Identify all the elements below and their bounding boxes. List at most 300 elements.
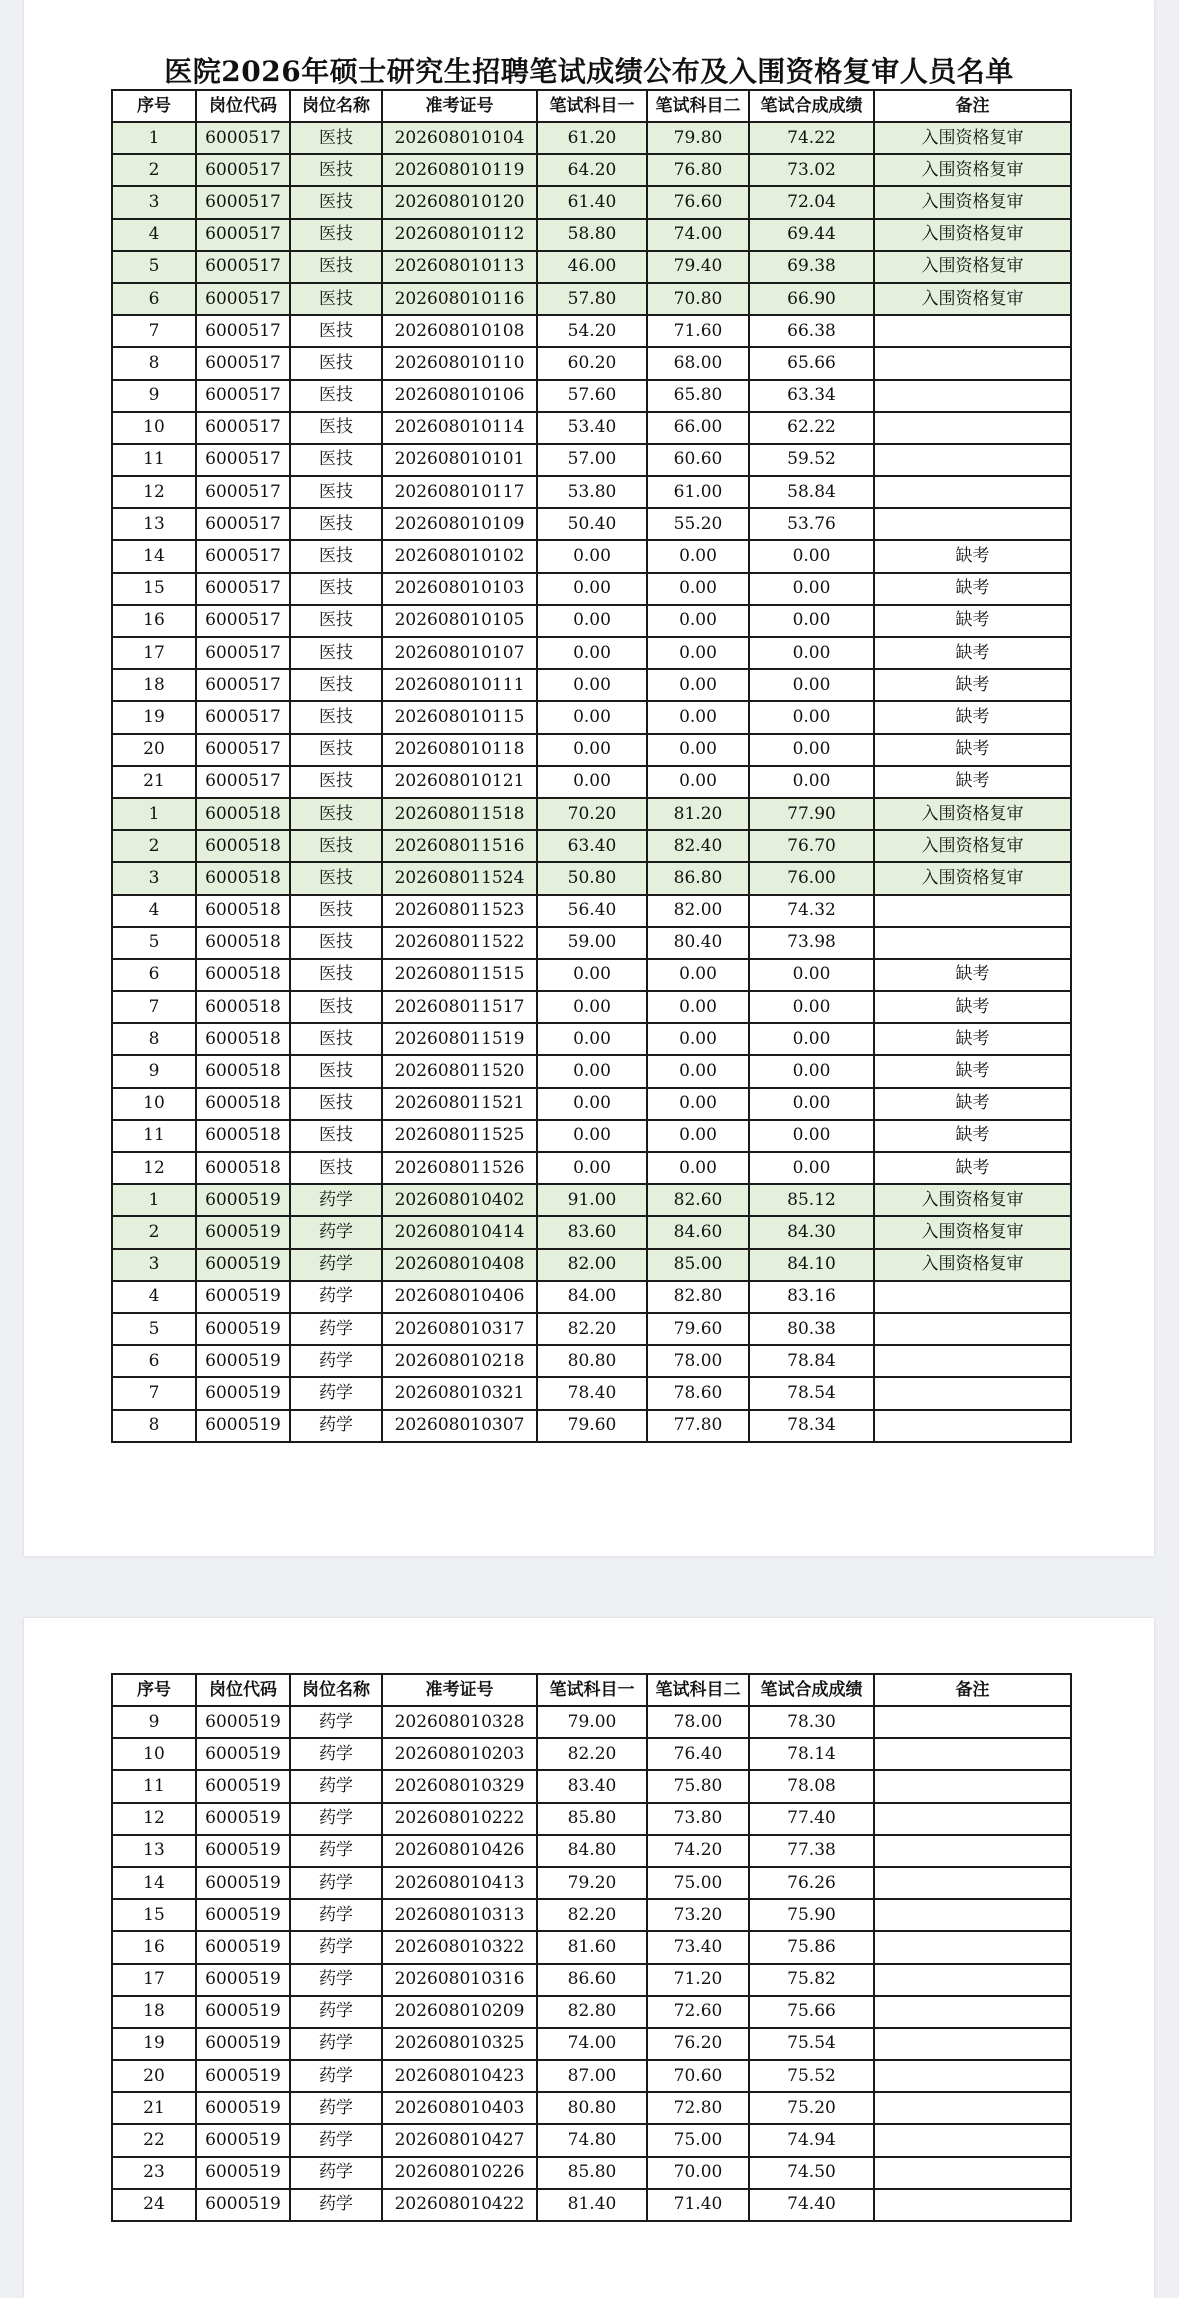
page-title: 医院2026年硕士研究生招聘笔试成绩公布及入围资格复审人员名单: [164, 55, 1014, 88]
subject-two-score-cell: 78.00: [647, 1706, 749, 1738]
subject-two-score-cell: 75.00: [647, 1867, 749, 1899]
row-index-cell: 2: [112, 830, 196, 862]
position-name-cell: 医技: [290, 701, 382, 733]
remarks-cell: [874, 508, 1071, 540]
exam-number-cell: 202608010107: [382, 637, 537, 669]
composite-score-cell: 74.22: [749, 122, 874, 154]
remarks-cell: 缺考: [874, 701, 1071, 733]
table-row: [112, 895, 1071, 927]
position-name-cell: 医技: [290, 122, 382, 154]
composite-score-cell: 74.50: [749, 2157, 874, 2189]
table-row: [112, 1899, 1071, 1931]
row-index-cell: 9: [112, 1706, 196, 1738]
subject-two-score-cell: 60.60: [647, 444, 749, 476]
position-code-cell: 6000517: [196, 701, 290, 733]
position-code-cell: 6000519: [196, 1281, 290, 1313]
remarks-cell: [874, 1706, 1071, 1738]
row-index-cell: 15: [112, 573, 196, 605]
column-header-index: 序号: [112, 90, 196, 122]
remarks-cell: 入围资格复审: [874, 283, 1071, 315]
table-row: [112, 1996, 1071, 2028]
table-row: [112, 991, 1071, 1023]
column-header-subject-two: 笔试科目二: [647, 90, 749, 122]
position-name-cell: 药学: [290, 2028, 382, 2060]
position-code-cell: 6000519: [196, 1410, 290, 1442]
composite-score-cell: 78.08: [749, 1770, 874, 1802]
remarks-cell: [874, 895, 1071, 927]
exam-number-cell: 202608011522: [382, 927, 537, 959]
table-row: [112, 251, 1071, 283]
table-row: [112, 2157, 1071, 2189]
subject-one-score-cell: 0.00: [537, 766, 647, 798]
position-name-cell: 药学: [290, 1803, 382, 1835]
remarks-cell: [874, 1996, 1071, 2028]
remarks-cell: [874, 1803, 1071, 1835]
subject-one-score-cell: 82.20: [537, 1313, 647, 1345]
position-code-cell: 6000517: [196, 573, 290, 605]
remarks-cell: [874, 1738, 1071, 1770]
remarks-cell: 缺考: [874, 766, 1071, 798]
position-name-cell: 药学: [290, 2124, 382, 2156]
position-code-cell: 6000517: [196, 734, 290, 766]
composite-score-cell: 0.00: [749, 540, 874, 572]
position-code-cell: 6000519: [196, 1931, 290, 1963]
composite-score-cell: 84.30: [749, 1216, 874, 1248]
remarks-cell: 缺考: [874, 1088, 1071, 1120]
row-index-cell: 6: [112, 283, 196, 315]
composite-score-cell: 0.00: [749, 734, 874, 766]
row-index-cell: 17: [112, 637, 196, 669]
composite-score-cell: 73.02: [749, 154, 874, 186]
composite-score-cell: 75.54: [749, 2028, 874, 2060]
table-row: [112, 798, 1071, 830]
position-name-cell: 医技: [290, 766, 382, 798]
position-name-cell: 药学: [290, 1899, 382, 1931]
table-row: [112, 283, 1071, 315]
row-index-cell: 14: [112, 1867, 196, 1899]
subject-two-score-cell: 72.80: [647, 2092, 749, 2124]
composite-score-cell: 0.00: [749, 766, 874, 798]
table-row: [112, 1184, 1071, 1216]
position-code-cell: 6000518: [196, 991, 290, 1023]
row-index-cell: 10: [112, 1738, 196, 1770]
subject-two-score-cell: 0.00: [647, 573, 749, 605]
remarks-cell: [874, 444, 1071, 476]
position-code-cell: 6000517: [196, 154, 290, 186]
composite-score-cell: 75.20: [749, 2092, 874, 2124]
subject-two-score-cell: 84.60: [647, 1216, 749, 1248]
exam-number-cell: 202608010120: [382, 186, 537, 218]
subject-two-score-cell: 70.00: [647, 2157, 749, 2189]
subject-two-score-cell: 70.60: [647, 2060, 749, 2092]
composite-score-cell: 0.00: [749, 669, 874, 701]
composite-score-cell: 75.90: [749, 1899, 874, 1931]
position-name-cell: 医技: [290, 927, 382, 959]
position-name-cell: 医技: [290, 444, 382, 476]
composite-score-cell: 66.38: [749, 315, 874, 347]
subject-two-score-cell: 85.00: [647, 1249, 749, 1281]
position-code-cell: 6000518: [196, 1023, 290, 1055]
subject-two-score-cell: 82.60: [647, 1184, 749, 1216]
position-code-cell: 6000517: [196, 315, 290, 347]
subject-two-score-cell: 71.60: [647, 315, 749, 347]
remarks-cell: [874, 380, 1071, 412]
remarks-cell: 入围资格复审: [874, 1216, 1071, 1248]
position-name-cell: 医技: [290, 251, 382, 283]
table-row: [112, 1770, 1071, 1802]
subject-two-score-cell: 75.00: [647, 2124, 749, 2156]
row-index-cell: 9: [112, 1055, 196, 1087]
position-name-cell: 医技: [290, 315, 382, 347]
remarks-cell: 入围资格复审: [874, 122, 1071, 154]
results-table-page-1: [111, 89, 1072, 1443]
column-header-subject-one: 笔试科目一: [537, 1674, 647, 1706]
column-header-composite-score: 笔试合成成绩: [749, 90, 874, 122]
position-code-cell: 6000519: [196, 1996, 290, 2028]
position-code-cell: 6000519: [196, 1249, 290, 1281]
exam-number-cell: 202608010321: [382, 1377, 537, 1409]
composite-score-cell: 0.00: [749, 1055, 874, 1087]
position-code-cell: 6000517: [196, 508, 290, 540]
exam-number-cell: 202608011515: [382, 959, 537, 991]
position-name-cell: 医技: [290, 1055, 382, 1087]
row-index-cell: 7: [112, 315, 196, 347]
subject-one-score-cell: 70.20: [537, 798, 647, 830]
remarks-cell: 入围资格复审: [874, 798, 1071, 830]
position-code-cell: 6000517: [196, 540, 290, 572]
column-header-position-code: 岗位代码: [196, 1674, 290, 1706]
position-name-cell: 药学: [290, 1345, 382, 1377]
position-code-cell: 6000517: [196, 186, 290, 218]
row-index-cell: 8: [112, 347, 196, 379]
position-name-cell: 医技: [290, 283, 382, 315]
subject-one-score-cell: 0.00: [537, 669, 647, 701]
exam-number-cell: 202608010203: [382, 1738, 537, 1770]
subject-one-score-cell: 83.40: [537, 1770, 647, 1802]
subject-one-score-cell: 79.20: [537, 1867, 647, 1899]
row-index-cell: 4: [112, 895, 196, 927]
composite-score-cell: 58.84: [749, 476, 874, 508]
exam-number-cell: 202608011521: [382, 1088, 537, 1120]
exam-number-cell: 202608010103: [382, 573, 537, 605]
subject-two-score-cell: 79.60: [647, 1313, 749, 1345]
subject-one-score-cell: 50.40: [537, 508, 647, 540]
subject-two-score-cell: 71.40: [647, 2189, 749, 2221]
row-index-cell: 6: [112, 959, 196, 991]
position-name-cell: 药学: [290, 1867, 382, 1899]
position-name-cell: 药学: [290, 1835, 382, 1867]
composite-score-cell: 76.26: [749, 1867, 874, 1899]
row-index-cell: 20: [112, 2060, 196, 2092]
table-header-row: [112, 90, 1071, 122]
row-index-cell: 4: [112, 1281, 196, 1313]
table-row: [112, 766, 1071, 798]
subject-one-score-cell: 81.40: [537, 2189, 647, 2221]
subject-two-score-cell: 79.80: [647, 122, 749, 154]
composite-score-cell: 0.00: [749, 1152, 874, 1184]
position-code-cell: 6000518: [196, 862, 290, 894]
exam-number-cell: 202608010316: [382, 1964, 537, 1996]
position-name-cell: 医技: [290, 1088, 382, 1120]
position-name-cell: 药学: [290, 2092, 382, 2124]
column-header-position-code: 岗位代码: [196, 90, 290, 122]
exam-number-cell: 202608010101: [382, 444, 537, 476]
row-index-cell: 7: [112, 991, 196, 1023]
table-row: [112, 2028, 1071, 2060]
row-index-cell: 8: [112, 1023, 196, 1055]
subject-two-score-cell: 55.20: [647, 508, 749, 540]
composite-score-cell: 74.40: [749, 2189, 874, 2221]
position-code-cell: 6000517: [196, 766, 290, 798]
column-header-remarks: 备注: [874, 90, 1071, 122]
table-row: [112, 1803, 1071, 1835]
exam-number-cell: 202608010106: [382, 380, 537, 412]
exam-number-cell: 202608011526: [382, 1152, 537, 1184]
subject-one-score-cell: 61.40: [537, 186, 647, 218]
composite-score-cell: 66.90: [749, 283, 874, 315]
remarks-cell: [874, 347, 1071, 379]
row-index-cell: 10: [112, 412, 196, 444]
remarks-cell: 缺考: [874, 734, 1071, 766]
remarks-cell: [874, 1931, 1071, 1963]
column-header-subject-two: 笔试科目二: [647, 1674, 749, 1706]
exam-number-cell: 202608010118: [382, 734, 537, 766]
results-table-page-2: [111, 1673, 1072, 2222]
exam-number-cell: 202608010328: [382, 1706, 537, 1738]
remarks-cell: [874, 476, 1071, 508]
exam-number-cell: 202608011517: [382, 991, 537, 1023]
subject-one-score-cell: 46.00: [537, 251, 647, 283]
position-code-cell: 6000517: [196, 669, 290, 701]
row-index-cell: 9: [112, 380, 196, 412]
position-code-cell: 6000517: [196, 122, 290, 154]
position-name-cell: 医技: [290, 959, 382, 991]
position-name-cell: 医技: [290, 798, 382, 830]
position-name-cell: 医技: [290, 412, 382, 444]
subject-one-score-cell: 81.60: [537, 1931, 647, 1963]
exam-number-cell: 202608010317: [382, 1313, 537, 1345]
table-row: [112, 2092, 1071, 2124]
row-index-cell: 10: [112, 1088, 196, 1120]
position-code-cell: 6000517: [196, 251, 290, 283]
composite-score-cell: 53.76: [749, 508, 874, 540]
table-row: [112, 186, 1071, 218]
row-index-cell: 23: [112, 2157, 196, 2189]
subject-two-score-cell: 0.00: [647, 1152, 749, 1184]
subject-two-score-cell: 73.80: [647, 1803, 749, 1835]
row-index-cell: 12: [112, 1803, 196, 1835]
remarks-cell: [874, 412, 1071, 444]
column-header-exam-number: 准考证号: [382, 90, 537, 122]
subject-one-score-cell: 83.60: [537, 1216, 647, 1248]
table-row: [112, 1867, 1071, 1899]
position-code-cell: 6000518: [196, 1055, 290, 1087]
position-code-cell: 6000519: [196, 2189, 290, 2221]
position-name-cell: 药学: [290, 1931, 382, 1963]
subject-two-score-cell: 73.40: [647, 1931, 749, 1963]
subject-two-score-cell: 0.00: [647, 1055, 749, 1087]
column-header-index: 序号: [112, 1674, 196, 1706]
remarks-cell: 缺考: [874, 1023, 1071, 1055]
composite-score-cell: 59.52: [749, 444, 874, 476]
subject-one-score-cell: 58.80: [537, 219, 647, 251]
row-index-cell: 3: [112, 1249, 196, 1281]
position-code-cell: 6000519: [196, 1706, 290, 1738]
position-name-cell: 医技: [290, 830, 382, 862]
position-name-cell: 医技: [290, 991, 382, 1023]
table-row: [112, 476, 1071, 508]
position-code-cell: 6000517: [196, 605, 290, 637]
exam-number-cell: 202608010422: [382, 2189, 537, 2221]
remarks-cell: [874, 1867, 1071, 1899]
subject-one-score-cell: 74.80: [537, 2124, 647, 2156]
subject-two-score-cell: 73.20: [647, 1899, 749, 1931]
subject-two-score-cell: 68.00: [647, 347, 749, 379]
position-code-cell: 6000519: [196, 2157, 290, 2189]
remarks-cell: 缺考: [874, 959, 1071, 991]
exam-number-cell: 202608010121: [382, 766, 537, 798]
table-row: [112, 605, 1071, 637]
row-index-cell: 3: [112, 186, 196, 218]
position-name-cell: 药学: [290, 1281, 382, 1313]
subject-two-score-cell: 0.00: [647, 669, 749, 701]
position-code-cell: 6000519: [196, 1899, 290, 1931]
exam-number-cell: 202608010325: [382, 2028, 537, 2060]
composite-score-cell: 83.16: [749, 1281, 874, 1313]
position-code-cell: 6000519: [196, 2092, 290, 2124]
table-row: [112, 734, 1071, 766]
remarks-cell: [874, 2124, 1071, 2156]
subject-one-score-cell: 57.00: [537, 444, 647, 476]
position-code-cell: 6000517: [196, 412, 290, 444]
table-row: [112, 1249, 1071, 1281]
composite-score-cell: 77.38: [749, 1835, 874, 1867]
position-name-cell: 医技: [290, 380, 382, 412]
row-index-cell: 1: [112, 1184, 196, 1216]
row-index-cell: 13: [112, 1835, 196, 1867]
subject-two-score-cell: 0.00: [647, 734, 749, 766]
composite-score-cell: 75.66: [749, 1996, 874, 2028]
subject-one-score-cell: 84.80: [537, 1835, 647, 1867]
subject-one-score-cell: 0.00: [537, 959, 647, 991]
table-row: [112, 669, 1071, 701]
table-row: [112, 927, 1071, 959]
position-code-cell: 6000517: [196, 637, 290, 669]
position-name-cell: 药学: [290, 2060, 382, 2092]
subject-one-score-cell: 64.20: [537, 154, 647, 186]
composite-score-cell: 63.34: [749, 380, 874, 412]
row-index-cell: 5: [112, 251, 196, 283]
position-code-cell: 6000519: [196, 1313, 290, 1345]
remarks-cell: 缺考: [874, 1055, 1071, 1087]
column-header-remarks: 备注: [874, 1674, 1071, 1706]
position-name-cell: 医技: [290, 508, 382, 540]
remarks-cell: 缺考: [874, 1120, 1071, 1152]
remarks-cell: [874, 1770, 1071, 1802]
position-code-cell: 6000517: [196, 444, 290, 476]
composite-score-cell: 76.70: [749, 830, 874, 862]
exam-number-cell: 202608011519: [382, 1023, 537, 1055]
row-index-cell: 17: [112, 1964, 196, 1996]
remarks-cell: 入围资格复审: [874, 219, 1071, 251]
remarks-cell: 入围资格复审: [874, 1184, 1071, 1216]
subject-one-score-cell: 53.40: [537, 412, 647, 444]
position-code-cell: 6000519: [196, 1835, 290, 1867]
table-row: [112, 412, 1071, 444]
composite-score-cell: 85.12: [749, 1184, 874, 1216]
exam-number-cell: 202608010423: [382, 2060, 537, 2092]
composite-score-cell: 84.10: [749, 1249, 874, 1281]
subject-two-score-cell: 82.40: [647, 830, 749, 862]
table-row: [112, 154, 1071, 186]
remarks-cell: 缺考: [874, 540, 1071, 572]
composite-score-cell: 0.00: [749, 637, 874, 669]
subject-two-score-cell: 76.40: [647, 1738, 749, 1770]
position-code-cell: 6000517: [196, 380, 290, 412]
remarks-cell: 缺考: [874, 991, 1071, 1023]
row-index-cell: 14: [112, 540, 196, 572]
row-index-cell: 19: [112, 2028, 196, 2060]
position-name-cell: 医技: [290, 347, 382, 379]
composite-score-cell: 72.04: [749, 186, 874, 218]
subject-two-score-cell: 80.40: [647, 927, 749, 959]
column-header-position-name: 岗位名称: [290, 1674, 382, 1706]
subject-two-score-cell: 0.00: [647, 991, 749, 1023]
remarks-cell: 缺考: [874, 637, 1071, 669]
position-name-cell: 医技: [290, 895, 382, 927]
table-row: [112, 1088, 1071, 1120]
row-index-cell: 18: [112, 669, 196, 701]
position-name-cell: 医技: [290, 573, 382, 605]
table-header-row: [112, 1674, 1071, 1706]
composite-score-cell: 69.44: [749, 219, 874, 251]
exam-number-cell: 202608010226: [382, 2157, 537, 2189]
table-row: [112, 2189, 1071, 2221]
position-code-cell: 6000518: [196, 1120, 290, 1152]
table-row: [112, 444, 1071, 476]
exam-number-cell: 202608010116: [382, 283, 537, 315]
position-name-cell: 药学: [290, 1964, 382, 1996]
remarks-cell: [874, 2028, 1071, 2060]
row-index-cell: 11: [112, 1120, 196, 1152]
position-name-cell: 药学: [290, 1410, 382, 1442]
remarks-cell: 入围资格复审: [874, 186, 1071, 218]
row-index-cell: 19: [112, 701, 196, 733]
position-name-cell: 医技: [290, 1152, 382, 1184]
subject-one-score-cell: 0.00: [537, 573, 647, 605]
subject-two-score-cell: 61.00: [647, 476, 749, 508]
exam-number-cell: 202608010105: [382, 605, 537, 637]
exam-number-cell: 202608010102: [382, 540, 537, 572]
position-code-cell: 6000517: [196, 219, 290, 251]
subject-one-score-cell: 85.80: [537, 2157, 647, 2189]
subject-one-score-cell: 54.20: [537, 315, 647, 347]
subject-one-score-cell: 0.00: [537, 540, 647, 572]
position-name-cell: 药学: [290, 1377, 382, 1409]
position-name-cell: 医技: [290, 734, 382, 766]
composite-score-cell: 0.00: [749, 959, 874, 991]
composite-score-cell: 0.00: [749, 605, 874, 637]
subject-one-score-cell: 82.20: [537, 1899, 647, 1931]
row-index-cell: 21: [112, 766, 196, 798]
subject-two-score-cell: 0.00: [647, 701, 749, 733]
composite-score-cell: 0.00: [749, 1023, 874, 1055]
table-row: [112, 347, 1071, 379]
subject-two-score-cell: 71.20: [647, 1964, 749, 1996]
table-row: [112, 122, 1071, 154]
subject-one-score-cell: 87.00: [537, 2060, 647, 2092]
subject-one-score-cell: 79.60: [537, 1410, 647, 1442]
